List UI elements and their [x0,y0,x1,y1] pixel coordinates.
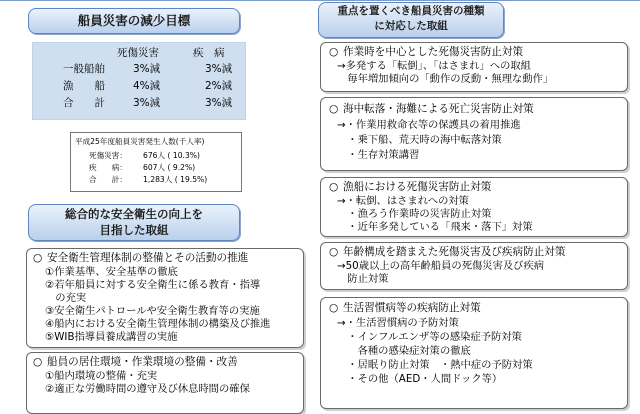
cell-value: 3%減 [133,63,161,75]
circle-bullet-icon: ○ [329,302,339,314]
panel-line: ・その他（AED・人間ドック等） [337,373,503,385]
circle-bullet-icon: ○ [329,246,339,258]
row-label: 一般船舶 [63,63,105,75]
stats-label: 死傷災害： [89,151,127,160]
lifestyle-disease-panel [320,297,628,409]
panel-line: 毎年増加傾向の「動作の反動・無理な動作」 [337,73,554,85]
living-environment-panel [26,352,304,414]
safety-management-panel [26,248,304,348]
circle-bullet-icon: ○ [329,181,339,193]
circle-bullet-icon: ○ [329,46,339,58]
panel-line: →多発する「転倒」、「はさまれ」への取組 [337,60,531,72]
fishing-vessel-panel [320,177,628,237]
panel-line: →・転倒、はさまれへの対策 [337,195,469,207]
circle-bullet-icon: ○ [33,356,43,368]
list-item: ①船内環境の整備・充実 [45,370,158,382]
age-based-panel [320,242,628,290]
panel-heading: ○ 船員の居住環境・作業環境の整備・改善 [33,356,238,368]
panel-line: →・作業用救命衣等の保護具の着用推進 [337,119,521,131]
list-item: の充実 [45,292,87,304]
table-header-row [33,46,245,60]
panel-heading: ○ 作業時を中心とした死傷災害防止対策 [329,46,524,58]
panel-line: ・居眠り防止対策 ・熱中症の予防対策 [337,359,533,371]
column-header: 死傷災害 [117,47,159,59]
list-item: ②若年船員に対する安全衛生に係る教育・指導 [45,279,261,291]
cell-value: 3%減 [205,63,233,75]
panel-line: ・乗下船、荒天時の海中転落対策 [337,134,502,146]
panel-line: ・インフルエンザ等の感染症予防対策 [337,331,522,343]
title-line: 目指した取組 [99,223,169,237]
panel-line: →50歳以上の高年齢船員の死傷災害及び疾病 [337,260,545,272]
cell-value: 3%減 [133,97,161,109]
panel-line: →・生活習慣病の予防対策 [337,317,459,329]
panel-heading: ○ 年齢構成を踏まえた死傷災害及び疾病防止対策 [329,246,566,258]
table-row [33,62,245,76]
cell-value: 2%減 [205,80,233,92]
circle-bullet-icon: ○ [33,252,43,264]
panel-heading: ○ 安全衛生管理体制の整備とその活動の推進 [33,252,249,264]
title-line: 重点を置くべき船員災害の種類 [337,5,485,17]
title-line: に対応した取組 [374,20,448,32]
panel-heading: ○ 生活習慣病等の疾病防止対策 [329,302,481,314]
cell-value: 4%減 [133,80,161,92]
panel-line: ・漁ろう作業時の災害防止対策 [337,208,492,220]
panel-line: ・近年多発している「飛来・落下」対策 [337,221,533,233]
sea-fall-panel [320,97,628,171]
list-item: ③安全衛生パトロールや安全衛生教育等の実施 [45,305,260,317]
list-item: ④船内における安全衛生管理体制の構築及び推進 [45,318,271,330]
list-item: ②適正な労働時間の遵守及び休息時間の確保 [45,383,250,395]
table-row [33,96,245,110]
row-label: 漁 船 [63,80,105,92]
circle-bullet-icon: ○ [329,103,339,115]
stats-value: 607人 ( 9.2%) [143,163,196,172]
stats-value: 676人 ( 10.3%) [143,151,200,160]
panel-line: 防止対策 [337,273,389,285]
priority-accidents-title [318,2,504,38]
reduction-target-table [32,42,246,120]
panel-heading: ○ 海中転落・海難による死亡災害防止対策 [329,103,534,115]
panel-line: 各種の感染症対策の徹底 [337,345,471,357]
list-item: ①作業基準、安全基準の徹底 [45,266,178,278]
row-label: 合 計 [63,97,105,109]
table-row [33,79,245,93]
safety-improvement-title [28,204,240,241]
stats-title: 平成25年度船員災害発生人数(千人率) [75,137,205,146]
panel-line: ・生存対策講習 [337,149,420,161]
work-accident-panel [320,42,628,92]
top-border [0,0,640,1]
list-item: ⑤WIB指導員養成講習の実施 [45,331,178,343]
stats-value: 1,283人 ( 19.5%) [143,175,208,184]
column-header: 疾 病 [193,47,225,59]
stats-label: 疾 病： [89,163,127,172]
reduction-target-title: 船員災害の減少目標 [28,8,240,34]
accident-stats-box [70,132,242,192]
panel-heading: ○ 漁船における死傷災害防止対策 [329,181,492,193]
cell-value: 3%減 [205,97,233,109]
title-line: 総合的な安全衛生の向上を [65,207,203,221]
stats-label: 合 計： [89,175,127,184]
